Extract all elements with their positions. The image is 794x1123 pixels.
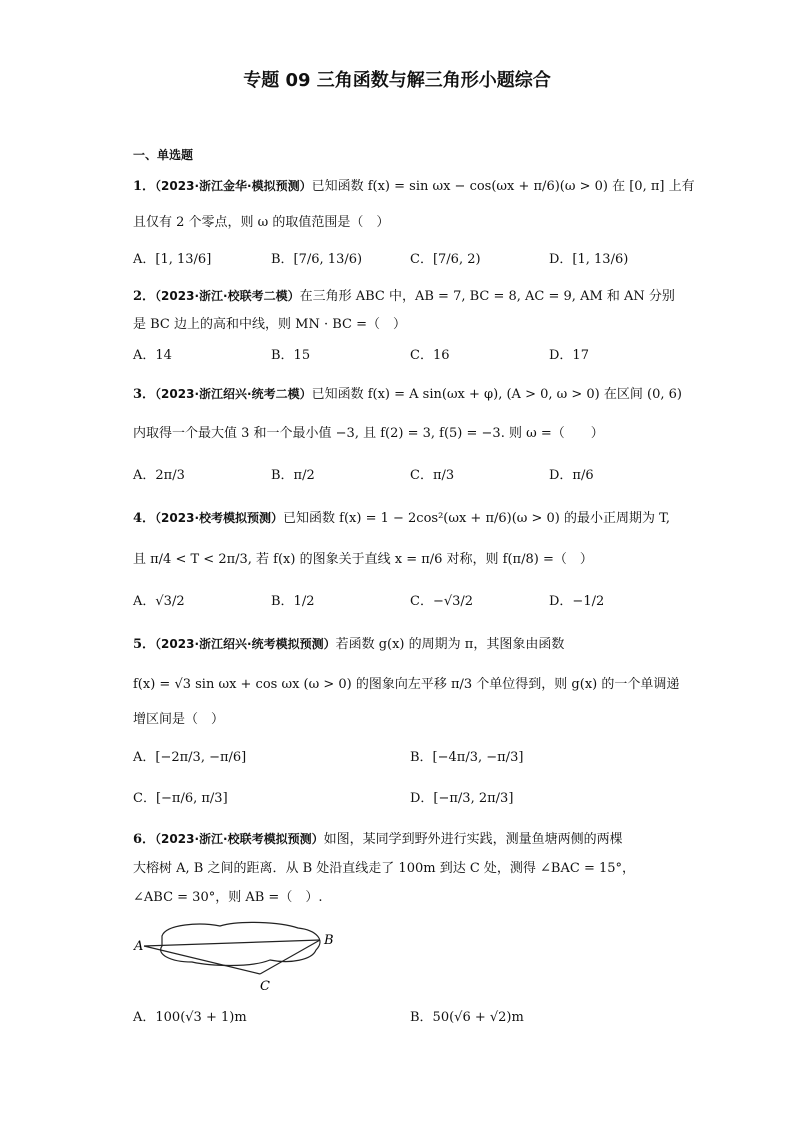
segment-ab — [144, 940, 320, 946]
question-6-line-1 — [133, 829, 623, 850]
question-5-line-3: 增区间是（ ） — [133, 712, 225, 727]
question-1-line-2: 且仅有 2 个零点，则 ω 的取值范围是（ ） — [133, 215, 390, 230]
question-5-option-a[interactable]: A．[−2π/3, −π/6] — [133, 750, 247, 765]
question-1-option-a[interactable]: A．[1, 13/6] — [133, 252, 212, 267]
question-3-line-2: 内取得一个最大值 3 和一个最小值 −3, 且 f(2) = 3, f(5) = −3. 则 ω =（ ） — [133, 426, 604, 441]
question-3-option-d[interactable]: D．π/6 — [549, 468, 594, 483]
point-label-b: B — [324, 933, 334, 948]
question-4-line-1 — [133, 508, 670, 529]
question-4-number: 4． — [133, 511, 156, 526]
question-1-number: 1． — [133, 179, 156, 194]
question-2-line-1 — [133, 286, 675, 307]
question-3-number: 3． — [133, 387, 156, 402]
question-1-option-d[interactable]: D．[1, 13/6) — [549, 252, 629, 267]
question-6-option-b[interactable]: B．50(√6 + √2)m — [410, 1010, 524, 1025]
question-4-option-a[interactable]: A．√3/2 — [133, 594, 185, 609]
question-5-option-d[interactable]: D．[−π/3, 2π/3] — [410, 791, 514, 806]
question-1-line-1 — [133, 176, 695, 197]
question-4-option-d[interactable]: D．−1/2 — [549, 594, 605, 609]
question-4-option-b[interactable]: B．1/2 — [271, 594, 315, 609]
question-3-option-c[interactable]: C．π/3 — [410, 468, 455, 483]
question-2-source: （2023·浙江·校联考二模） — [155, 289, 300, 303]
question-3-source: （2023·浙江绍兴·统考二模） — [155, 387, 312, 401]
question-6-line-2: 大榕树 A, B 之间的距离．从 B 处沿直线走了 100m 到达 C 处，测得 ∠BAC = 15°， — [133, 861, 636, 876]
question-5-option-c[interactable]: C．[−π/6, π/3] — [133, 791, 228, 806]
pond-outline — [161, 922, 320, 965]
question-6-line-3: ∠ABC = 30°，则 AB =（ ）. — [133, 890, 323, 905]
segment-bc — [260, 940, 320, 974]
page-title: 专题 09 三角函数与解三角形小题综合 — [243, 70, 551, 91]
question-1-option-c[interactable]: C．[7/6, 2) — [410, 252, 481, 267]
question-5-source: （2023·浙江绍兴·统考模拟预测） — [155, 637, 336, 651]
question-4-option-c[interactable]: C．−√3/2 — [410, 594, 474, 609]
question-3-option-a[interactable]: A．2π/3 — [133, 468, 185, 483]
question-6-number: 6． — [133, 832, 156, 847]
question-4-source: （2023·校考模拟预测） — [155, 511, 284, 525]
question-5-number: 5． — [133, 637, 156, 652]
question-3-text: 已知函数 f(x) = A sin(ωx + φ), (A > 0, ω > 0) 在区间 (0, 6) — [311, 387, 682, 402]
question-2-option-a[interactable]: A．14 — [133, 348, 172, 363]
point-label-a: A — [134, 939, 144, 954]
question-2-option-b[interactable]: B．15 — [271, 348, 311, 363]
section-heading: 一、单选题 — [133, 148, 194, 162]
question-3-line-1 — [133, 384, 682, 405]
segment-ac — [144, 946, 260, 974]
question-3-option-b[interactable]: B．π/2 — [271, 468, 315, 483]
question-2-number: 2． — [133, 289, 156, 304]
question-4-text: 已知函数 f(x) = 1 − 2cos²(ωx + π/6)(ω > 0) 的最小正周期为 T, — [283, 511, 671, 526]
point-label-c: C — [260, 979, 270, 994]
question-5-text: 若函数 g(x) 的周期为 π，其图象由函数 — [335, 637, 565, 652]
question-6-option-a[interactable]: A．100(√3 + 1)m — [133, 1010, 247, 1025]
question-2-text: 在三角形 ABC 中，AB = 7, BC = 8, AC = 9, AM 和 AN 分别 — [299, 289, 675, 304]
question-1-text: 已知函数 f(x) = sin ωx − cos(ωx + π/6)(ω > 0) 在 [0, π] 上有 — [311, 179, 695, 194]
question-5-line-1 — [133, 634, 564, 655]
question-5-option-b[interactable]: B．[−4π/3, −π/3] — [410, 750, 524, 765]
question-2-option-c[interactable]: C．16 — [410, 348, 450, 363]
question-6-source: （2023·浙江·校联考模拟预测） — [155, 832, 324, 846]
question-1-option-b[interactable]: B．[7/6, 13/6) — [271, 252, 363, 267]
pond-diagram — [130, 918, 350, 998]
question-4-line-2: 且 π/4 < T < 2π/3, 若 f(x) 的图象关于直线 x = π/6 对称，则 f(π/8) =（ ） — [133, 552, 593, 567]
question-2-option-d[interactable]: D．17 — [549, 348, 589, 363]
question-1-source: （2023·浙江金华·模拟预测） — [155, 179, 312, 193]
question-2-line-2: 是 BC 边上的高和中线，则 MN · BC =（ ） — [133, 317, 406, 332]
question-5-line-2: f(x) = √3 sin ωx + cos ωx (ω > 0) 的图象向左平移 π/3 个单位得到，则 g(x) 的一个单调递 — [133, 677, 680, 692]
question-6-text: 如图，某同学到野外进行实践，测量鱼塘两侧的两棵 — [323, 832, 623, 847]
